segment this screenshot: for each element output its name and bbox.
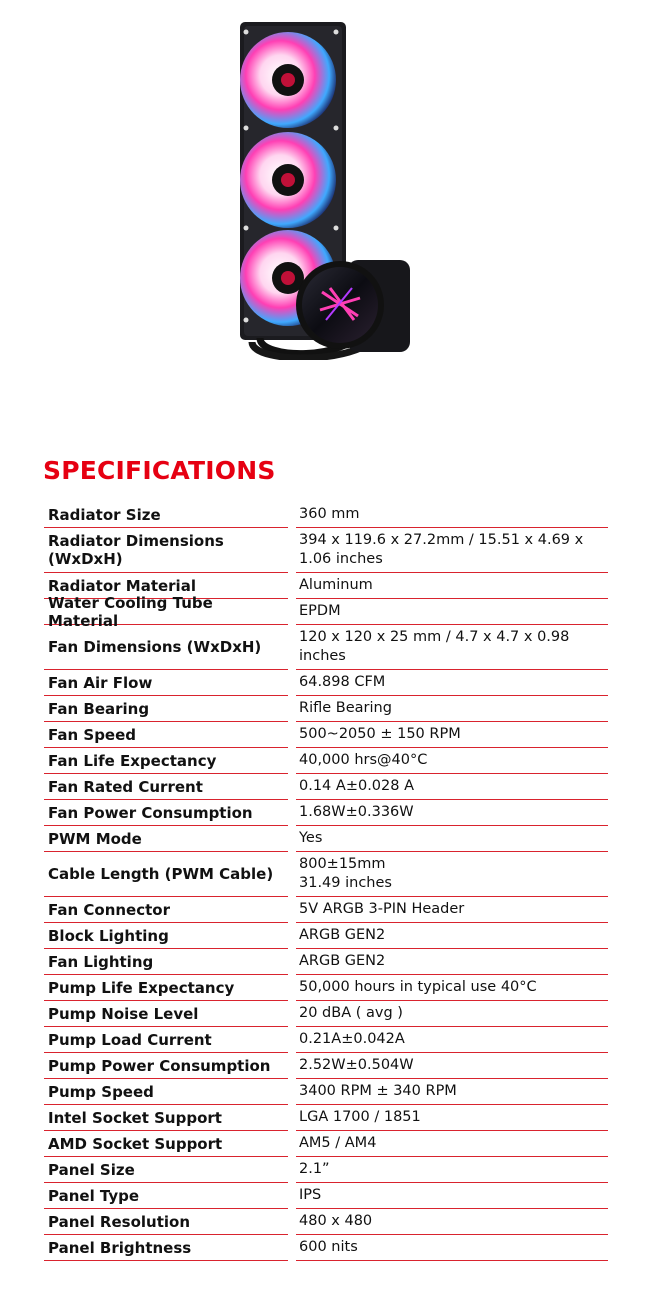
table-row	[44, 670, 608, 696]
spec-label: Pump Load Current	[44, 1027, 288, 1053]
spec-value-line: AM5 / AM4	[299, 1135, 377, 1151]
table-row	[44, 593, 608, 630]
spec-label: Radiator Dimensions (WxDxH)	[44, 528, 288, 573]
spec-label: Panel Type	[44, 1183, 288, 1209]
table-row	[44, 1183, 608, 1209]
spec-value	[296, 1027, 608, 1053]
spec-label: Fan Bearing	[44, 696, 288, 722]
spec-value	[296, 573, 608, 599]
spec-value-line: LGA 1700 / 1851	[299, 1109, 421, 1125]
spec-value	[296, 1079, 608, 1105]
spec-value	[296, 625, 608, 670]
table-row	[44, 528, 608, 573]
table-row	[44, 774, 608, 800]
spec-label: Fan Speed	[44, 722, 288, 748]
spec-label: Pump Life Expectancy	[44, 975, 288, 1001]
spec-table	[44, 502, 608, 1261]
spec-value	[296, 1183, 608, 1209]
spec-label: AMD Socket Support	[44, 1131, 288, 1157]
table-row	[44, 1001, 608, 1027]
spec-label: Panel Brightness	[44, 1235, 288, 1261]
spec-value-line: 360 mm	[299, 506, 360, 522]
spec-value	[296, 1157, 608, 1183]
spec-value-line: 480 x 480	[299, 1213, 373, 1229]
spec-value-line: Rifle Bearing	[299, 700, 392, 716]
spec-value-line: 600 nits	[299, 1239, 358, 1255]
spec-value	[296, 1209, 608, 1235]
spec-label: Fan Connector	[44, 897, 288, 923]
spec-value-line: 20 dBA ( avg )	[299, 1005, 403, 1021]
spec-value	[296, 800, 608, 826]
table-row	[44, 1105, 608, 1131]
spec-value-line: 64.898 CFM	[299, 674, 386, 690]
spec-value-line: 40,000 hrs@40°C	[299, 752, 428, 768]
table-row	[44, 502, 608, 528]
table-row	[44, 1209, 608, 1235]
table-row	[44, 949, 608, 975]
spec-value	[296, 599, 608, 625]
spec-label: Water Cooling Tube Material	[44, 599, 288, 625]
fan-icon	[240, 132, 336, 228]
spec-value-line: EPDM	[299, 603, 341, 619]
table-row	[44, 696, 608, 722]
spec-value	[296, 826, 608, 852]
table-row	[44, 923, 608, 949]
spec-value-line: IPS	[299, 1187, 322, 1203]
spec-label: Cable Length (PWM Cable)	[44, 852, 288, 897]
spec-value	[296, 949, 608, 975]
spec-label: Fan Rated Current	[44, 774, 288, 800]
spec-label: PWM Mode	[44, 826, 288, 852]
pump-block-icon	[296, 260, 410, 352]
table-row	[44, 1157, 608, 1183]
spec-value-line: 394 x 119.6 x 27.2mm / 15.51 x 4.69 x	[299, 532, 584, 548]
spec-label: Radiator Size	[44, 502, 288, 528]
spec-value-line: Aluminum	[299, 577, 373, 593]
spec-value-line: 1.68W±0.336W	[299, 804, 414, 820]
table-row	[44, 826, 608, 852]
table-row	[44, 852, 608, 897]
spec-value	[296, 1131, 608, 1157]
page-title: SPECIFICATIONS	[43, 456, 276, 485]
spec-label: Fan Air Flow	[44, 670, 288, 696]
spec-label: Pump Power Consumption	[44, 1053, 288, 1079]
table-row	[44, 1235, 608, 1261]
spec-value-line: 31.49 inches	[299, 875, 392, 891]
table-row	[44, 800, 608, 826]
spec-value-line: Yes	[299, 830, 323, 846]
spec-value	[296, 722, 608, 748]
spec-value	[296, 748, 608, 774]
table-row	[44, 897, 608, 923]
spec-value-line: 800±15mm	[299, 856, 386, 872]
spec-value	[296, 852, 608, 897]
spec-label: Panel Resolution	[44, 1209, 288, 1235]
fan-icon	[240, 32, 336, 128]
spec-value	[296, 670, 608, 696]
spec-value	[296, 923, 608, 949]
spec-label: Fan Dimensions (WxDxH)	[44, 625, 288, 670]
spec-label: Intel Socket Support	[44, 1105, 288, 1131]
spec-value-line: 0.14 A±0.028 A	[299, 778, 415, 794]
spec-value-line: inches	[299, 648, 346, 664]
spec-value-line: 500~2050 ± 150 RPM	[299, 726, 461, 742]
spec-value	[296, 1235, 608, 1261]
spec-value	[296, 1001, 608, 1027]
table-row	[44, 722, 608, 748]
spec-value-line: 2.1”	[299, 1161, 330, 1177]
spec-value-line: 2.52W±0.504W	[299, 1057, 414, 1073]
spec-value	[296, 502, 608, 528]
spec-label: Fan Lighting	[44, 949, 288, 975]
table-row	[44, 1131, 608, 1157]
spec-label: Fan Power Consumption	[44, 800, 288, 826]
spec-value-line: ARGB GEN2	[299, 953, 386, 969]
spec-value-line: 1.06 inches	[299, 551, 383, 567]
spec-value	[296, 975, 608, 1001]
spec-value	[296, 528, 608, 573]
spec-value	[296, 1105, 608, 1131]
spec-value-line: 50,000 hours in typical use 40°C	[299, 979, 537, 995]
table-row	[44, 1027, 608, 1053]
spec-label: Block Lighting	[44, 923, 288, 949]
table-row	[44, 1053, 608, 1079]
spec-value-line: 120 x 120 x 25 mm / 4.7 x 4.7 x 0.98	[299, 629, 570, 645]
spec-label: Pump Speed	[44, 1079, 288, 1105]
spec-value-line: 5V ARGB 3-PIN Header	[299, 901, 465, 917]
spec-value	[296, 1053, 608, 1079]
spec-label: Radiator Material	[44, 573, 288, 599]
spec-label: Fan Life Expectancy	[44, 748, 288, 774]
spec-value	[296, 897, 608, 923]
spec-value	[296, 774, 608, 800]
spec-label: Pump Noise Level	[44, 1001, 288, 1027]
table-row	[44, 975, 608, 1001]
table-row	[44, 1079, 608, 1105]
spec-value-line: ARGB GEN2	[299, 927, 386, 943]
spec-label: Panel Size	[44, 1157, 288, 1183]
table-row	[44, 625, 608, 670]
table-row	[44, 748, 608, 774]
product-image	[230, 20, 420, 360]
spec-value-line: 3400 RPM ± 340 RPM	[299, 1083, 457, 1099]
spec-value-line: 0.21A±0.042A	[299, 1031, 405, 1047]
spec-value	[296, 696, 608, 722]
